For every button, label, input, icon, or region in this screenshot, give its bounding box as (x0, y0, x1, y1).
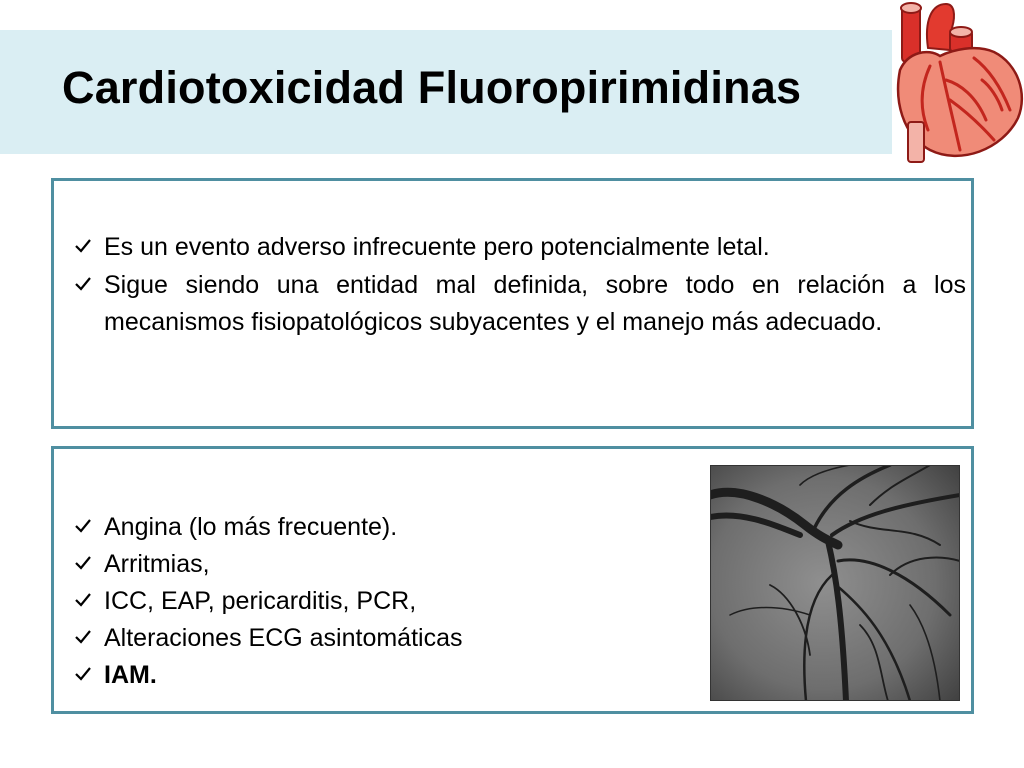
list-item-text: Es un evento adverso infrecuente pero potencialmente letal. (104, 233, 770, 261)
list-item (74, 657, 714, 694)
list-item (74, 546, 714, 583)
slide-title: Cardiotoxicidad Fluoropirimidinas (62, 62, 802, 113)
list-item (74, 583, 714, 620)
definition-list (74, 229, 966, 342)
list-item-text: Arritmias, (104, 550, 210, 578)
check-icon (75, 629, 91, 645)
check-icon (75, 518, 91, 534)
coronary-angiogram (710, 465, 960, 701)
check-icon (75, 276, 91, 292)
list-item (74, 229, 966, 266)
list-item (74, 620, 714, 657)
manifestations-box (51, 446, 974, 714)
list-item-text: Angina (lo más frecuente). (104, 513, 398, 541)
list-item-text: IAM. (104, 661, 157, 689)
list-item-text: Alteraciones ECG asintomáticas (104, 624, 463, 652)
list-item (74, 509, 714, 546)
list-item-text: ICC, EAP, pericarditis, PCR, (104, 587, 417, 615)
check-icon (75, 555, 91, 571)
list-item (74, 267, 966, 341)
heart-illustration (890, 0, 1024, 168)
manifestations-list (74, 509, 714, 694)
check-icon (75, 666, 91, 682)
check-icon (75, 238, 91, 254)
definition-box (51, 178, 974, 429)
list-item-text: Sigue siendo una entidad mal definida, sobre todo en relación a los mecanismos fisiopatológicos subyacentes y el manejo más adecuado. (104, 271, 966, 336)
check-icon (75, 592, 91, 608)
